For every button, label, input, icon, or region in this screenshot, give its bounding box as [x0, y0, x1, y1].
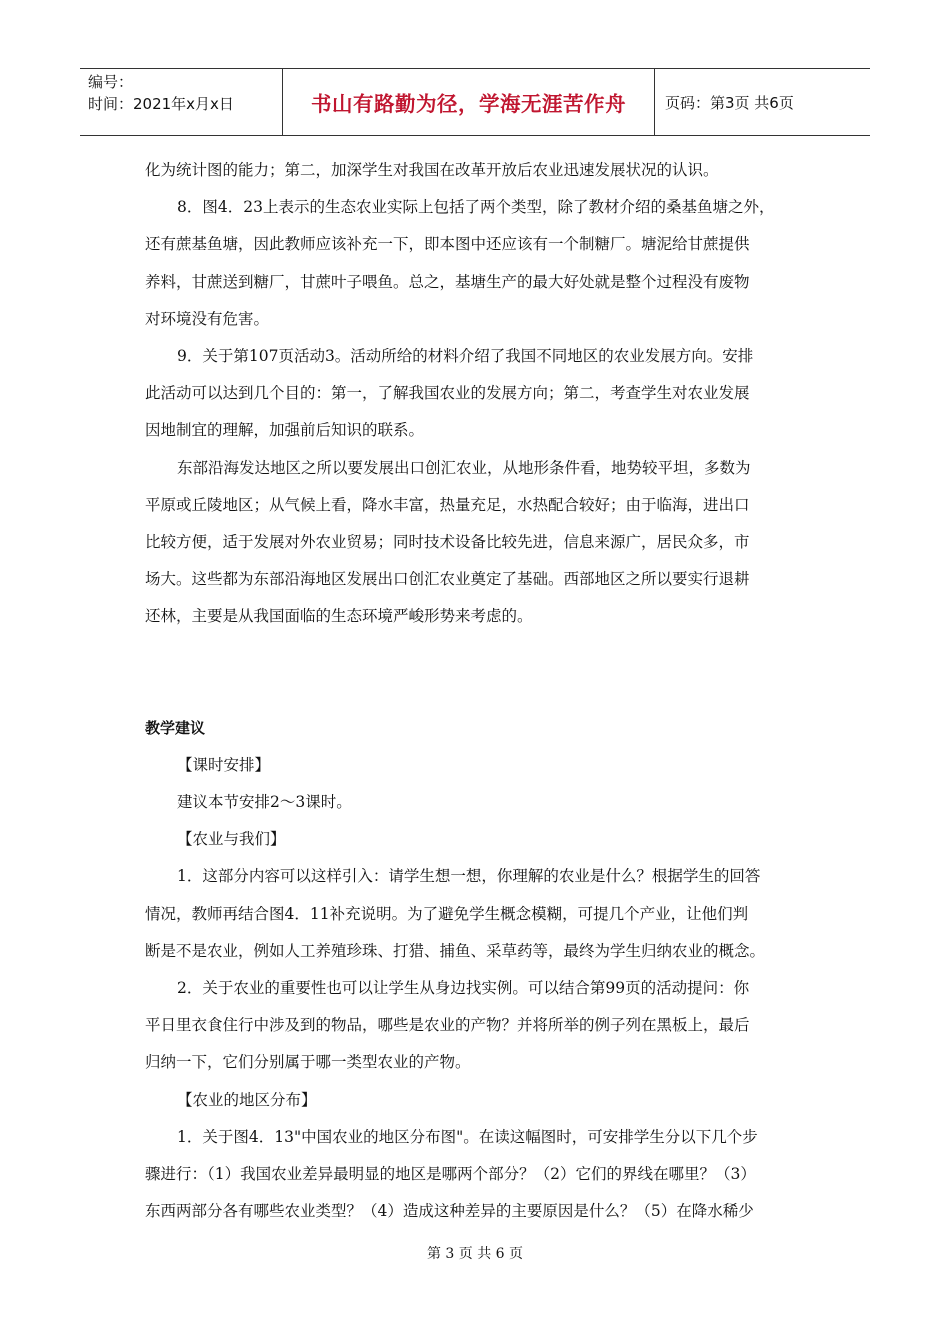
body-line: 对环境没有危害。	[145, 309, 270, 328]
body-line: 平原或丘陵地区；从气候上看，降水丰富，热量充足，水热配合较好；由于临海，进出口	[145, 495, 750, 514]
body-line: 比较方便，适于发展对外农业贸易；同时技术设备比较先进，信息来源广，居民众多，市	[145, 533, 750, 552]
body-line: 情况，教师再结合图4．11补充说明。为了避免学生概念模糊，可提几个产业，让他们判	[145, 904, 749, 923]
body-line: 8．图4．23上表示的生态农业实际上包括了两个类型，除了教材介绍的桑基鱼塘之外，	[177, 198, 775, 217]
page-header	[80, 68, 870, 136]
body-line: 1．关于图4．13"中国农业的地区分布图"。在读这幅图时，可安排学生分以下几个步	[177, 1127, 758, 1146]
body-line: 9．关于第107页活动3。活动所给的材料介绍了我国不同地区的农业发展方向。安排	[177, 347, 754, 366]
body-line: 骤进行：（1）我国农业差异最明显的地区是哪两个部分？（2）它们的界线在哪里？（3）	[145, 1165, 756, 1184]
header-page-info: 页码：第3页 共6页	[665, 93, 794, 112]
body-line: 东部沿海发达地区之所以要发展出口创汇农业，从地形条件看，地势较平坦，多数为	[177, 458, 751, 477]
document-number-label: 编号：	[88, 73, 134, 91]
header-meta	[80, 69, 283, 135]
document-body	[145, 152, 810, 1230]
spacer	[145, 636, 810, 710]
body-line: 断是不是农业，例如人工养殖珍珠、打猎、捕鱼、采草药等，最终为学生归纳农业的概念。	[145, 941, 766, 960]
header-motto: 书山有路勤为径，学海无涯苦作舟	[283, 69, 655, 135]
body-line: 还林，主要是从我国面临的生态环境严峻形势来考虑的。	[145, 607, 533, 626]
body-line: 化为统计图的能力；第二，加深学生对我国在改革开放后农业迅速发展状况的认识。	[145, 161, 719, 179]
body-line: 此活动可以达到几个目的：第一，了解我国农业的发展方向；第二，考查学生对农业发展	[145, 384, 750, 403]
subsection-heading-agri-and-us: 【农业与我们】	[177, 830, 286, 849]
subsection-heading-distribution: 【农业的地区分布】	[177, 1090, 317, 1109]
lessons-text: 建议本节安排2～3课时。	[177, 793, 352, 812]
body-line: 平日里衣食住行中涉及到的物品，哪些是农业的产物？并将所举的例子列在黑板上，最后	[145, 1016, 750, 1035]
body-line: 1．这部分内容可以这样引入：请学生想一想，你理解的农业是什么？根据学生的回答	[177, 867, 761, 886]
body-line: 场大。这些都为东部沿海地区发展出口创汇农业奠定了基础。西部地区之所以要实行退耕	[145, 570, 750, 589]
body-line: 东西两部分各有哪些农业类型？（4）造成这种差异的主要原因是什么？（5）在降水稀少	[145, 1202, 754, 1221]
body-line: 因地制宜的理解，加强前后知识的联系。	[145, 421, 425, 440]
body-line: 还有蔗基鱼塘，因此教师应该补充一下，即本图中还应该有一个制糖厂。塘泥给甘蔗提供	[145, 235, 750, 254]
subsection-heading-lessons: 【课时安排】	[177, 755, 271, 774]
body-line: 养料，甘蔗送到糖厂，甘蔗叶子喂鱼。总之，基塘生产的最大好处就是整个过程没有废物	[145, 272, 750, 291]
page-footer: 第 3 页 共 6 页	[426, 1246, 524, 1262]
body-line: 2．关于农业的重要性也可以让学生从身边找实例。可以结合第99页的活动提问：你	[177, 979, 750, 998]
document-date: 时间：2021年x月x日	[88, 95, 234, 113]
body-line: 归纳一下，它们分别属于哪一类型农业的产物。	[145, 1053, 471, 1072]
section-title: 教学建议	[145, 718, 206, 737]
